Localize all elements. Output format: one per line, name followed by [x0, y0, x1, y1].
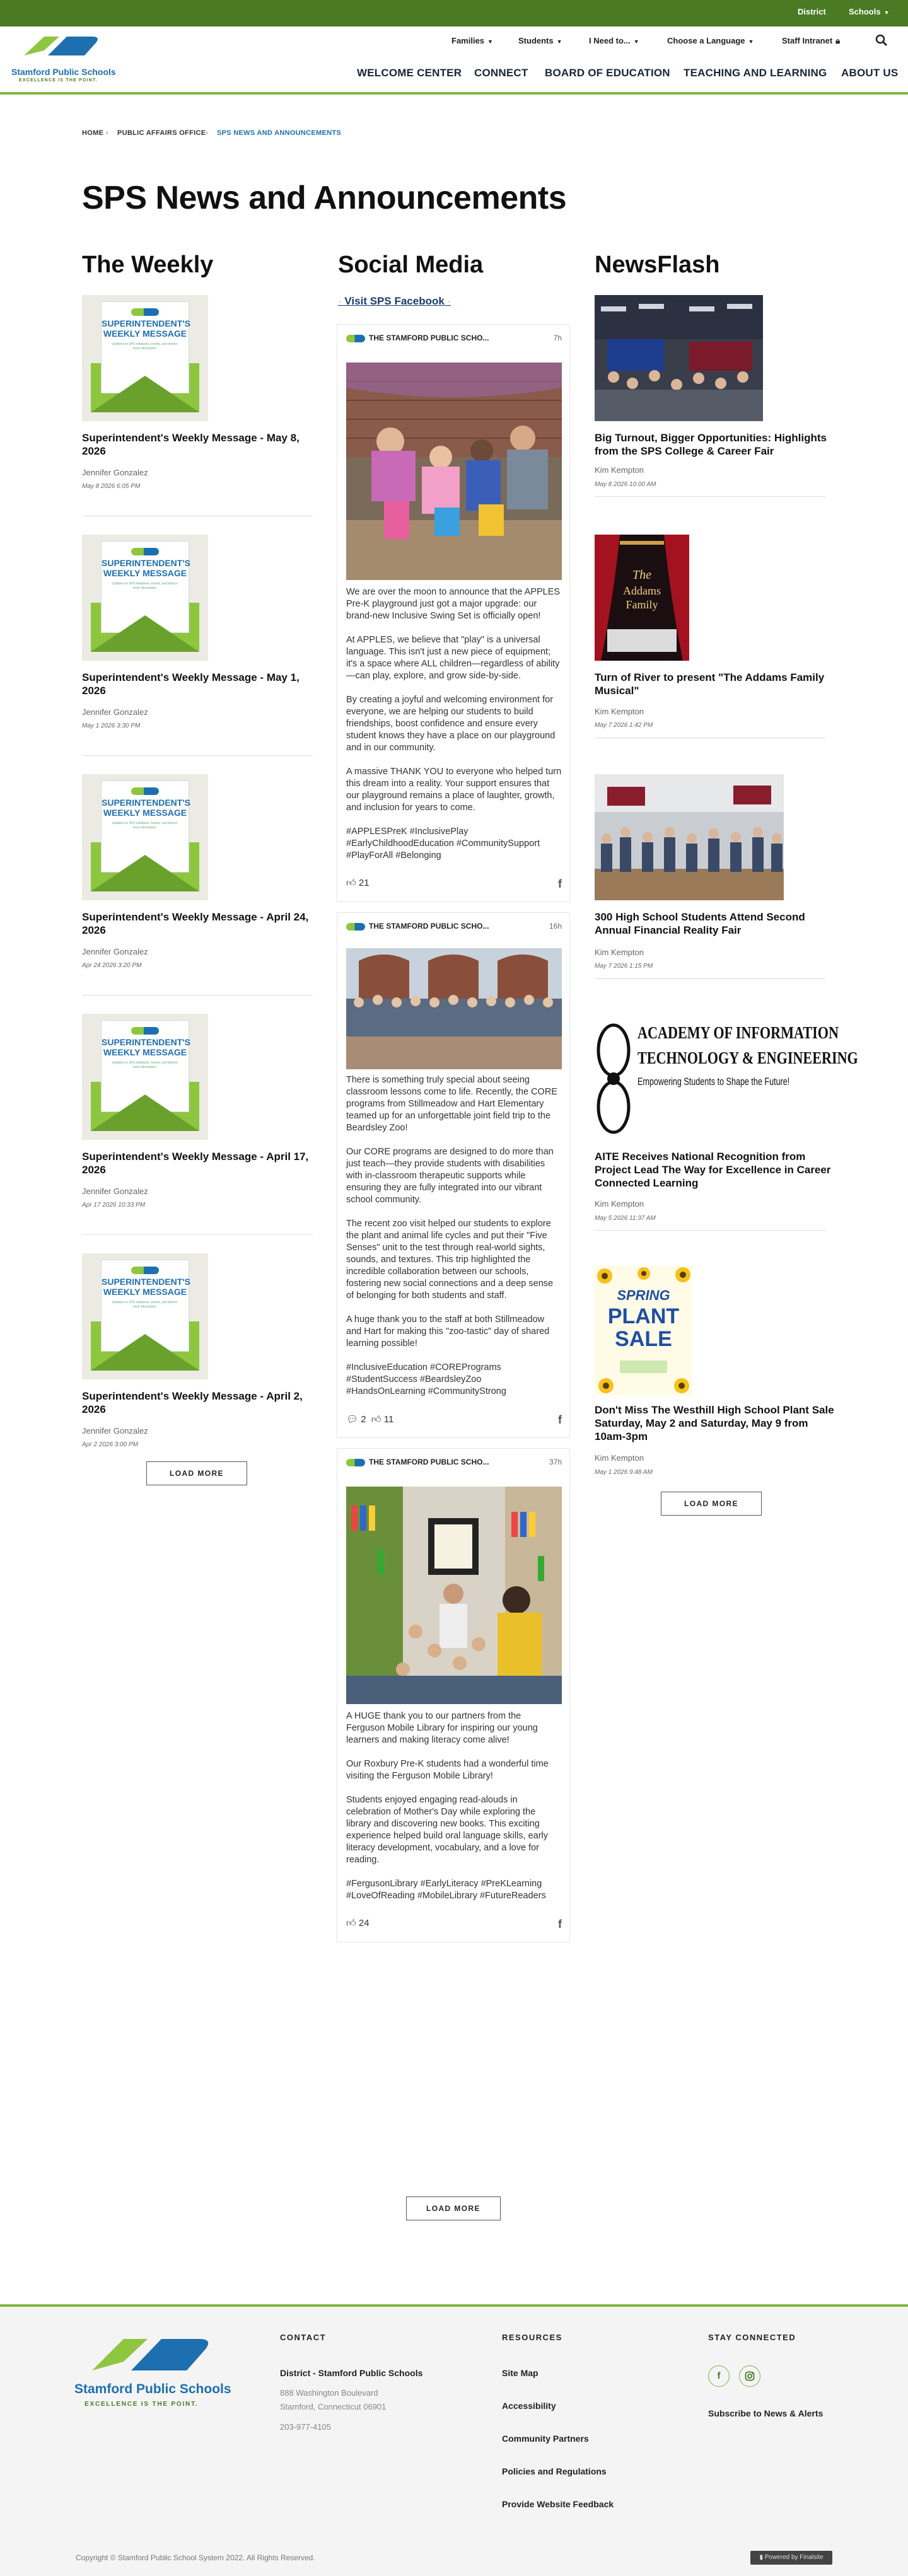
divider [595, 496, 825, 497]
weekly-author: Jennifer Gonzalez [82, 1186, 148, 1196]
thumb-subtitle: Updates on SPS initiatives, events, and district-level information. [112, 821, 178, 830]
thumb-title: SUPERINTENDENT'S WEEKLY MESSAGE [102, 798, 191, 818]
footer-phone[interactable]: 203-977-4105 [280, 2422, 331, 2432]
breadcrumb-current: SPS NEWS AND ANNOUNCEMENTS [217, 129, 342, 137]
plant-line2: PLANT [607, 1304, 680, 1328]
envelope-flap-icon [91, 855, 199, 891]
social-post [337, 912, 570, 1438]
nav-i-need-to-label: I Need to... [589, 36, 631, 45]
comment-count: 2 [361, 1414, 366, 1425]
weekly-date: May 8 2026 6:05 PM [82, 483, 141, 490]
news-author: Kim Kempton [595, 1199, 644, 1209]
footer-connected-heading: STAY CONNECTED [708, 2333, 796, 2342]
aite-line3: Empowering Students to Shape the Future! [637, 1076, 790, 1088]
logo-name: Stamford Public Schools [11, 67, 116, 77]
social-load-more-button[interactable]: LOAD MORE [406, 2196, 501, 2220]
subscribe-link[interactable]: Subscribe to News & Alerts [708, 2408, 824, 2418]
nav-welcome-center[interactable]: WELCOME CENTER [357, 67, 462, 79]
nav-i-need-to[interactable] [589, 36, 639, 45]
footer-address-line1: 888 Washington Boulevard [280, 2388, 378, 2398]
like-count: 11 [383, 1414, 394, 1425]
logo-tagline: EXCELLENCE IS THE POINT. [19, 78, 98, 83]
thumb-subtitle: Updates on SPS initiatives, events, and district-level information. [112, 582, 178, 590]
news-title[interactable]: AITE Receives National Recognition from Project Lead The Way for Excellence in Career Connected Learning [595, 1151, 831, 1189]
sps-avatar-icon [346, 923, 365, 931]
post-paragraph: Students enjoyed engaging read-alouds in celebration of Mother's Day while exploring the library and discovering new books. This exciting experience helped build oral language skills, early literacy development, vocabulary, and a love for reading. [346, 1795, 549, 1865]
language-selector[interactable] [667, 36, 754, 45]
post-footer [346, 1918, 562, 1929]
news-poster-addams-family[interactable] [595, 535, 689, 661]
weekly-heading: The Weekly [82, 252, 214, 278]
visit-facebook-label: Visit SPS Facebook [344, 295, 445, 307]
breadcrumb-separator: › [206, 129, 208, 137]
site-header [0, 26, 908, 95]
chevron-down-icon: ▼ [633, 38, 639, 45]
plant-line1: SPRING [617, 1287, 670, 1303]
post-photo-zoo-trip[interactable] [346, 948, 562, 1069]
footer-resources-heading: RESOURCES [502, 2333, 562, 2342]
post-paragraph: At APPLES, we believe that "play" is a universal language. This isn't just a new piece of equipment; it's a space where ALL children—regardless of ability—can play, explore, and grow side-by-side. [346, 635, 560, 681]
weekly-title[interactable]: Superintendent's Weekly Message - April 17, 2026 [82, 1151, 309, 1176]
thumb-title: SUPERINTENDENT'S WEEKLY MESSAGE [102, 318, 191, 339]
post-author [346, 334, 489, 342]
facebook-icon[interactable]: f [558, 878, 562, 890]
news-date: May 8 2026 10:00 AM [595, 481, 656, 488]
weekly-thumbnail[interactable] [82, 1253, 208, 1379]
site-logo[interactable] [11, 32, 116, 88]
post-paragraph: A huge thank you to the staff at both Stillmeadow and Hart for making this "zoo-tastic" day of shared learning possible! [346, 1314, 550, 1349]
envelope-flap-icon [91, 615, 199, 652]
like-icon[interactable]: 👍︎ [346, 1918, 356, 1929]
envelope-flap-icon [91, 1094, 199, 1131]
weekly-title[interactable]: Superintendent's Weekly Message - April 24, 2026 [82, 911, 309, 936]
svg-text:Family: Family [626, 598, 658, 611]
weekly-date: May 1 2026 3:30 PM [82, 722, 141, 729]
post-footer [346, 1413, 562, 1425]
weekly-title[interactable]: Superintendent's Weekly Message - April 2, 2026 [82, 1390, 303, 1415]
news-photo-financial-fair[interactable] [595, 774, 784, 900]
news-banner-aite[interactable] [595, 1012, 858, 1142]
divider [595, 978, 825, 979]
post-author [346, 922, 489, 931]
weekly-author: Jennifer Gonzalez [82, 947, 148, 956]
weekly-thumbnail[interactable] [82, 774, 208, 900]
svg-text:Addams: Addams [623, 584, 661, 597]
divider [82, 1234, 313, 1235]
thumb-subtitle: Updates on SPS initiatives, events, and district-level information. [112, 1061, 178, 1069]
weekly-date: Apr 17 2026 10:33 PM [82, 1202, 146, 1209]
like-count: 21 [358, 878, 370, 888]
facebook-icon[interactable]: f [558, 1918, 562, 1930]
utility-bar [0, 0, 908, 26]
post-hashtags: #InclusiveEducation #COREPrograms #StudentSuccess #BeardsleyZoo #HandsOnLearning #CommunityStrong [346, 1362, 506, 1396]
footer-address-line2: Stamford, Connecticut 06901 [280, 2402, 387, 2411]
finalsite-logo-icon: ▮ [759, 2554, 765, 2561]
divider [82, 755, 313, 756]
sps-avatar-icon [346, 335, 365, 342]
footer-link-accessibility[interactable]: Accessibility [502, 2401, 556, 2411]
footer-link-policies[interactable]: Policies and Regulations [502, 2466, 607, 2476]
footer-contact-heading: CONTACT [280, 2333, 327, 2342]
weekly-date: Apr 24 2026 3:20 PM [82, 962, 142, 969]
post-text [346, 586, 562, 874]
post-time: 16h [549, 922, 562, 931]
sps-logo-icon [131, 1027, 159, 1035]
language-label: Choose a Language [667, 36, 745, 45]
news-date: May 1 2026 9:48 AM [595, 1469, 653, 1476]
copyright: Copyright © Stamford Public School System 2022. All Rights Reserved. [76, 2553, 315, 2562]
post-paragraph: There is something truly special about seeing classroom lessons come to life. Recently, the CORE programs from Stillmeadow and Hart Elementary teamed up for an unforgettable joint field trip to the Beardsley Zoo! [346, 1075, 557, 1133]
weekly-author: Jennifer Gonzalez [82, 468, 148, 477]
comment-icon[interactable]: 💬︎ [346, 1414, 359, 1425]
instagram-icon[interactable] [739, 2365, 760, 2387]
weekly-thumbnail[interactable] [82, 1014, 208, 1140]
breadcrumb-home[interactable]: HOME [82, 129, 104, 137]
post-paragraph: Our Roxbury Pre-K students had a wonderful time visiting the Ferguson Mobile Library! [346, 1759, 549, 1781]
news-author: Kim Kempton [595, 948, 644, 957]
like-icon[interactable]: 👍︎ [346, 878, 356, 888]
nav-about-us[interactable]: ABOUT US [841, 67, 899, 79]
weekly-date: Apr 2 2026 3:00 PM [82, 1441, 138, 1448]
news-poster-plant-sale[interactable] [595, 1266, 692, 1395]
facebook-icon[interactable]: f [558, 1413, 562, 1426]
facebook-icon[interactable]: f [708, 2365, 730, 2387]
sps-logo-icon [131, 1267, 159, 1274]
newsflash-heading: NewsFlash [595, 252, 720, 278]
logo-mark-icon [73, 2331, 218, 2382]
weekly-title[interactable]: Superintendent's Weekly Message - May 1, 2026 [82, 671, 300, 697]
post-paragraph: The recent zoo visit helped our students to explore the plant and animal life cycles and put their "Five Senses" unit to the test through real-world sights, sounds, and textures. This trip highlighted the incredible collaboration between our schools, fostering new social connections and a deep sense of belonging for both students and staff. [346, 1219, 554, 1301]
weekly-author: Jennifer Gonzalez [82, 707, 148, 717]
like-count: 24 [358, 1918, 370, 1929]
aite-line1: ACADEMY OF INFORMATION [637, 1023, 839, 1042]
page-title: SPS News and Announcements [82, 180, 567, 216]
post-paragraph: By creating a joyful and welcoming environment for everyone, we are helping our students to build friendships, boost confidence and ensure every student knows they have a place on our playground and in our community. [346, 695, 556, 753]
nav-board-of-education[interactable]: BOARD OF EDUCATION [545, 67, 670, 79]
news-title[interactable]: Turn of River to present "The Addams Family Musical" [595, 671, 825, 697]
divider [595, 1230, 825, 1231]
plant-line3: SALE [615, 1327, 672, 1351]
footer-district-name: District - Stamford Public Schools [280, 2368, 423, 2378]
post-author-name: THE STAMFORD PUBLIC SCHO... [369, 922, 489, 931]
thumb-title: SUPERINTENDENT'S WEEKLY MESSAGE [102, 558, 191, 578]
post-photo-mobile-library[interactable] [346, 1487, 562, 1704]
thumb-subtitle: Updates on SPS initiatives, events, and district-level information. [112, 1301, 178, 1309]
news-date: May 5 2026 11:37 AM [595, 1215, 656, 1222]
news-author: Kim Kempton [595, 465, 644, 475]
footer-link-site-map[interactable]: Site Map [502, 2368, 538, 2378]
schools-label: Schools [849, 7, 881, 16]
nav-teaching-and-learning[interactable]: TEACHING AND LEARNING [684, 67, 827, 79]
aite-line2: TECHNOLOGY & ENGINEERING [637, 1048, 858, 1067]
nav-students[interactable] [518, 36, 562, 45]
staff-intranet-link[interactable] [782, 36, 840, 46]
post-text [346, 1710, 562, 1914]
post-author [346, 1458, 489, 1466]
chevron-down-icon: ▼ [556, 38, 562, 45]
chevron-down-icon: ▼ [487, 38, 493, 45]
post-text [346, 1074, 562, 1410]
visit-facebook-link[interactable] [338, 295, 451, 308]
thumb-title: SUPERINTENDENT'S WEEKLY MESSAGE [102, 1277, 191, 1297]
envelope-flap-icon [91, 376, 199, 412]
post-paragraph: We are over the moon to announce that the APPLES Pre-K playground just got a major upgrade: our brand-new Inclusive Swing Set is officially open! [346, 587, 561, 621]
footer-link-feedback[interactable]: Provide Website Feedback [502, 2499, 614, 2509]
post-paragraph: Our CORE programs are designed to do more than just teach—they provide students with disabilities with in-classroom therapeutic supports while ensuring they are fully integrated into our vibrant school community. [346, 1147, 554, 1205]
search-icon[interactable] [875, 34, 889, 48]
news-author: Kim Kempton [595, 1453, 644, 1463]
social-media-heading: Social Media [338, 252, 484, 278]
news-photo-career-fair[interactable] [595, 295, 763, 421]
news-author: Kim Kempton [595, 707, 644, 716]
nav-students-label: Students [518, 36, 554, 45]
sps-logo-icon [131, 787, 159, 795]
post-hashtags: #APPLESPreK #InclusivePlay #EarlyChildhoodEducation #CommunitySupport #PlayForAll #Belonging [346, 827, 540, 861]
news-title[interactable]: Don't Miss The Westhill High School Plant Sale Saturday, May 2 and Saturday, May 9 from 10am-3pm [595, 1404, 834, 1442]
weekly-load-more-button[interactable]: LOAD MORE [146, 1461, 247, 1485]
lock-icon: 🔒︎ [835, 36, 841, 45]
post-author-name: THE STAMFORD PUBLIC SCHO... [369, 334, 489, 342]
schools-dropdown[interactable] [849, 7, 890, 16]
footer-logo[interactable] [73, 2331, 231, 2413]
logo-mark-icon [11, 32, 106, 69]
envelope-flap-icon [91, 1334, 199, 1371]
district-link[interactable]: District [798, 7, 826, 16]
news-date: May 7 2026 1:42 PM [595, 722, 653, 729]
chevron-down-icon: ▼ [748, 38, 754, 45]
post-hashtags: #FergusonLibrary #EarlyLiteracy #PreKLearning #LoveOfReading #MobileLibrary #FutureReaders [346, 1879, 546, 1901]
newsflash-load-more-button[interactable]: LOAD MORE [661, 1492, 762, 1516]
nav-families[interactable] [451, 36, 493, 45]
aite-emblem-icon [595, 1012, 632, 1142]
breadcrumb-public-affairs[interactable]: PUBLIC AFFAIRS OFFICE [117, 129, 206, 137]
footer-logo-name: Stamford Public Schools [74, 2382, 231, 2396]
thumb-title: SUPERINTENDENT'S WEEKLY MESSAGE [102, 1037, 191, 1057]
nav-families-label: Families [451, 36, 485, 45]
powered-by-badge[interactable] [750, 2551, 832, 2565]
post-paragraph: A HUGE thank you to our partners from the Ferguson Mobile Library for inspiring our young learners and making literacy come alive! [346, 1711, 538, 1745]
news-date: May 7 2026 1:15 PM [595, 963, 653, 970]
link-dot-icon: · [444, 295, 451, 307]
link-dot-icon: · [338, 295, 345, 307]
sps-avatar-icon [346, 1459, 365, 1466]
social-post [337, 1448, 570, 1942]
post-paragraph: A massive THANK YOU to everyone who helped turn this dream into a reality. Your support ensures that our playground remains a place of laughter, growth, and inclusion for years to come. [346, 767, 562, 813]
post-photo-playground[interactable] [346, 363, 562, 580]
powered-by-label: Powered by Finalsite [764, 2554, 824, 2561]
social-post [337, 324, 570, 902]
weekly-author: Jennifer Gonzalez [82, 1426, 148, 1436]
news-title[interactable]: Big Turnout, Bigger Opportunities: Highlights from the SPS College & Career Fair [595, 432, 827, 457]
footer-link-community-partners[interactable]: Community Partners [502, 2434, 589, 2444]
weekly-title[interactable]: Superintendent's Weekly Message - May 8, 2026 [82, 432, 300, 457]
post-author-name: THE STAMFORD PUBLIC SCHO... [369, 1458, 489, 1466]
nav-connect[interactable]: CONNECT [474, 67, 528, 79]
post-footer [346, 878, 562, 889]
post-time: 7h [553, 334, 562, 342]
svg-text:The: The [632, 568, 651, 582]
footer-logo-tagline: EXCELLENCE IS THE POINT. [84, 2401, 199, 2408]
staff-intranet-label: Staff Intranet [782, 36, 833, 45]
sps-logo-icon [131, 308, 159, 316]
sps-logo-icon [131, 548, 159, 555]
post-time: 37h [549, 1458, 562, 1466]
breadcrumb-separator: › [106, 129, 108, 137]
news-title[interactable]: 300 High School Students Attend Second Annual Financial Reality Fair [595, 911, 805, 936]
weekly-thumbnail[interactable] [82, 295, 208, 421]
chevron-down-icon: ▼ [883, 9, 890, 16]
thumb-subtitle: Updates on SPS initiatives, events, and district-level information. [112, 342, 178, 351]
like-icon[interactable]: 👍︎ [371, 1414, 381, 1425]
weekly-thumbnail[interactable] [82, 535, 208, 661]
